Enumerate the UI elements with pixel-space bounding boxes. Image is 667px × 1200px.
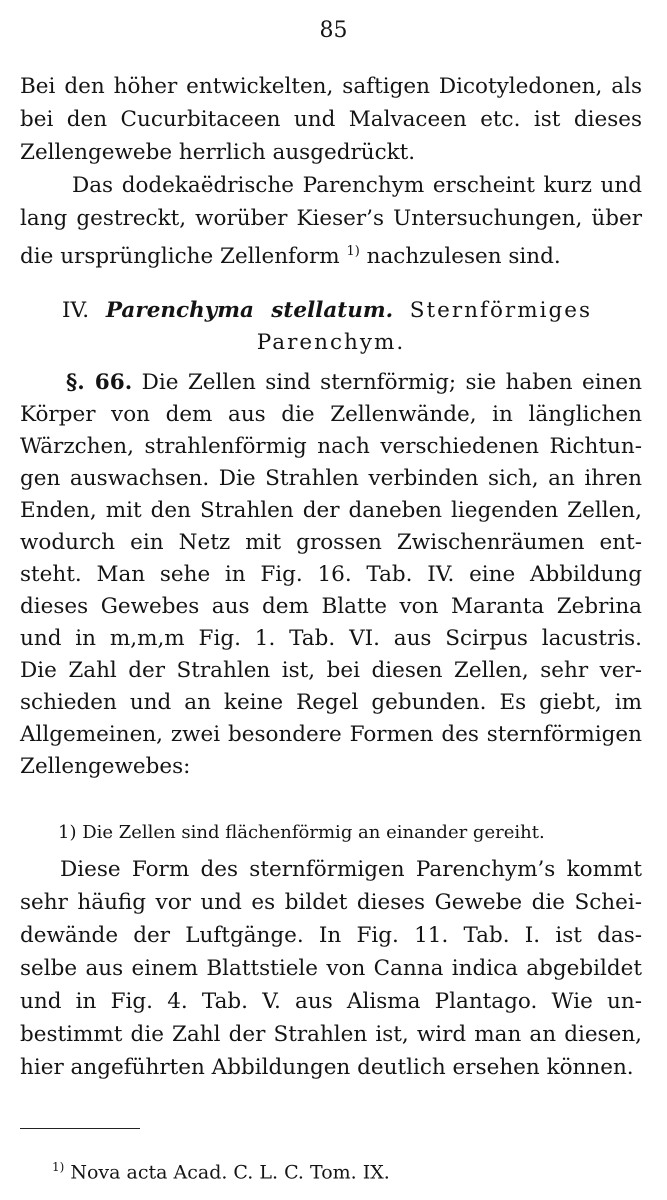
text-line: hier angeführten Abbildungen deutlich ersehen können.	[20, 1055, 634, 1080]
text-line: Das dodekaëdrische Parenchym erscheint kurz und	[72, 173, 642, 198]
footnote-marker: 1)	[52, 1160, 65, 1174]
text-line: Allgemeinen, zwei besondere Formen des sternförmigen	[20, 722, 642, 747]
text-fragment: Die Zellen sind sternförmig; sie haben einen	[132, 370, 642, 395]
footnote-divider	[20, 1128, 140, 1129]
footnote	[52, 1152, 642, 1187]
text-line: Bei den höher entwickelten, saftigen Dicotyledonen, als	[20, 74, 642, 99]
text-line	[66, 368, 642, 398]
text-line: Zellengewebes:	[20, 754, 191, 779]
section-heading-continued: Parenchym.	[256, 330, 406, 355]
text-line: selbe aus einem Blattstiele von Canna indica abgebildet	[20, 956, 642, 981]
subsection-heading: 1) Die Zellen sind flächenförmig an einander gereiht.	[58, 822, 545, 843]
text-fragment: nachzulesen sind.	[359, 244, 561, 270]
text-line: Wärzchen, strahlenförmig nach verschiedenen Richtun-	[20, 434, 642, 459]
text-line: Zellengewebe herrlich ausgedrückt.	[20, 140, 416, 165]
text-line: dieses Gewebes aus dem Blatte von Maranta Zebrina	[20, 594, 642, 619]
text-line: Enden, mit den Strahlen der daneben liegenden Zellen,	[20, 498, 642, 523]
text-line: und in m,m,m Fig. 1. Tab. VI. aus Scirpus lacustris.	[20, 626, 642, 651]
text-line: wodurch ein Netz mit grossen Zwischenräumen ent-	[20, 530, 642, 555]
text-fragment: die ursprüngliche Zellenform	[20, 244, 347, 270]
section-number: IV.	[62, 298, 90, 323]
text-line: gen auswachsen. Die Strahlen verbinden sich, an ihren	[20, 466, 642, 491]
section-german-title: Sternförmiges	[409, 298, 592, 323]
text-line: Die Zahl der Strahlen ist, bei diesen Zellen, sehr ver-	[20, 658, 642, 683]
text-line	[20, 237, 642, 272]
text-line: Körper von dem aus die Zellenwände, in länglichen	[20, 402, 642, 427]
text-line: lang gestreckt, worüber Kieser’s Untersuchungen, über	[20, 206, 642, 231]
section-latin-title: Parenchyma stellatum.	[105, 298, 394, 323]
section-heading	[62, 296, 592, 326]
text-line: und in Fig. 4. Tab. V. aus Alisma Plantago. Wie un-	[20, 989, 642, 1014]
footnote-text: Nova acta Acad. C. L. C. Tom. IX.	[64, 1161, 390, 1184]
page-number: 85	[319, 18, 348, 43]
text-line: dewände der Luftgänge. In Fig. 11. Tab. I. ist das-	[20, 923, 642, 948]
text-line: bestimmt die Zahl der Strahlen ist, wird man an diesen,	[20, 1022, 642, 1047]
text-line: steht. Man sehe in Fig. 16. Tab. IV. eine Abbildung	[20, 562, 642, 587]
text-line: bei den Cucurbitaceen und Malvaceen etc. ist dieses	[20, 107, 642, 132]
text-line: schieden und an keine Regel gebunden. Es giebt, im	[20, 690, 642, 715]
footnote-reference: 1)	[346, 244, 360, 259]
text-line: sehr häufig vor und es bildet dieses Gewebe die Schei-	[20, 890, 642, 915]
text-line: Diese Form des sternförmigen Parenchym’s kommt	[60, 857, 642, 882]
paragraph-number: §. 66.	[66, 370, 133, 395]
